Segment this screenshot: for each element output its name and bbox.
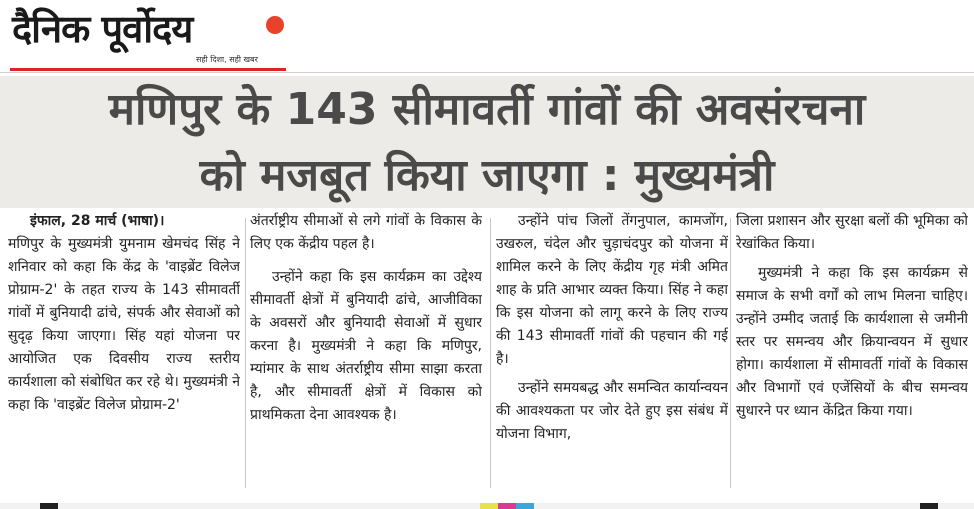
column-divider	[730, 218, 731, 488]
masthead	[8, 4, 288, 74]
print-swatch	[516, 503, 534, 509]
column-divider	[245, 218, 246, 488]
article-column-3	[496, 210, 728, 498]
headline-line-1: मणिपुर के 143 सीमावर्ती गांवों की अवसंरचना	[108, 84, 866, 135]
dateline: इंफाल, 28 मार्च (भाषा)।	[30, 213, 165, 229]
column-3-paragraph-2: उन्होंने समयबद्ध और समन्वित कार्यान्वयन की आवश्यकता पर जोर देते हुए इस संबंध में योजना विभाग,	[496, 380, 728, 442]
article-body	[8, 210, 966, 500]
logo-dot-icon	[266, 16, 284, 34]
column-divider	[490, 218, 491, 488]
print-swatch	[40, 503, 58, 509]
print-swatch	[920, 503, 938, 509]
column-2-paragraph-1: अंतर्राष्ट्रीय सीमाओं से लगे गांवों के विकास के लिए एक केंद्रीय पहल है।	[250, 213, 482, 252]
newspaper-logo: दैनिक पूर्वोदय	[12, 7, 193, 51]
article-column-1	[8, 210, 240, 498]
masthead-rule	[10, 68, 286, 71]
column-4-paragraph-2: मुख्यमंत्री ने कहा कि इस कार्यक्रम से समाज के सभी वर्गों को लाभ मिलना चाहिए। उन्होंने उम्मीद जताई कि कार्यशाला से जमीनी स्तर पर समन्वय और क्रियान्वयन में सुधार होगा। कार्यशाला में सीमावर्ती गांवों के विकास और विभागों एवं एजेंसियों के बीच समन्वय सुधारने पर ध्यान केंद्रित किया गया।	[736, 265, 968, 419]
column-2-paragraph-2: उन्होंने कहा कि इस कार्यक्रम का उद्देश्य सीमावर्ती क्षेत्रों में बुनियादी ढांचे, आजीविका के अवसरों और बुनियादी सेवाओं में सुधार करना है। मुख्यमंत्री ने कहा कि मणिपुर, म्यांमार के साथ अंतर्राष्ट्रीय सीमा साझा करता है, और सीमावर्ती क्षेत्रों में विकास को प्राथमिकता देना आवश्यक है।	[250, 269, 482, 423]
print-swatch	[480, 503, 498, 509]
column-1-paragraph: मणिपुर के मुख्यमंत्री युमनाम खेमचंद सिंह ने शनिवार को कहा कि केंद्र के 'वाइब्रेंट विलेज प्रोग्राम-2' के तहत राज्य के 143 सीमावर्ती गांवों में बुनियादी ढांचे, संपर्क और सेवाओं को सुदृढ़ किया जाएगा। सिंह यहां योजना पर आयोजित एक दिवसीय राज्य स्तरीय कार्यशाला को संबोधित कर रहे थे। मुख्यमंत्री ने कहा कि 'वाइब्रेंट विलेज प्रोग्राम-2'	[8, 236, 240, 413]
column-3-paragraph-1: उन्होंने पांच जिलों तेंगनुपाल, कामजोंग, उखरुल, चंदेल और चुड़ाचंदपुर को योजना में शामिल करने के लिए केंद्रीय गृह मंत्री अमित शाह के प्रति आभार व्यक्त किया। सिंह ने कहा कि इस योजना को लागू करने के लिए राज्य की 143 सीमावर्ती गांवों की पहचान की गई है।	[496, 213, 728, 367]
divider	[0, 72, 974, 73]
article-column-2	[250, 210, 482, 498]
print-swatch	[498, 503, 516, 509]
masthead-tagline: सही दिशा, सही खबर	[196, 55, 258, 64]
article-column-4	[736, 210, 968, 498]
column-4-paragraph-1: जिला प्रशासन और सुरक्षा बलों की भूमिका को रेखांकित किया।	[736, 213, 968, 252]
headline-line-2: को मजबूत किया जाएगा : मुख्यमंत्री	[199, 150, 775, 201]
